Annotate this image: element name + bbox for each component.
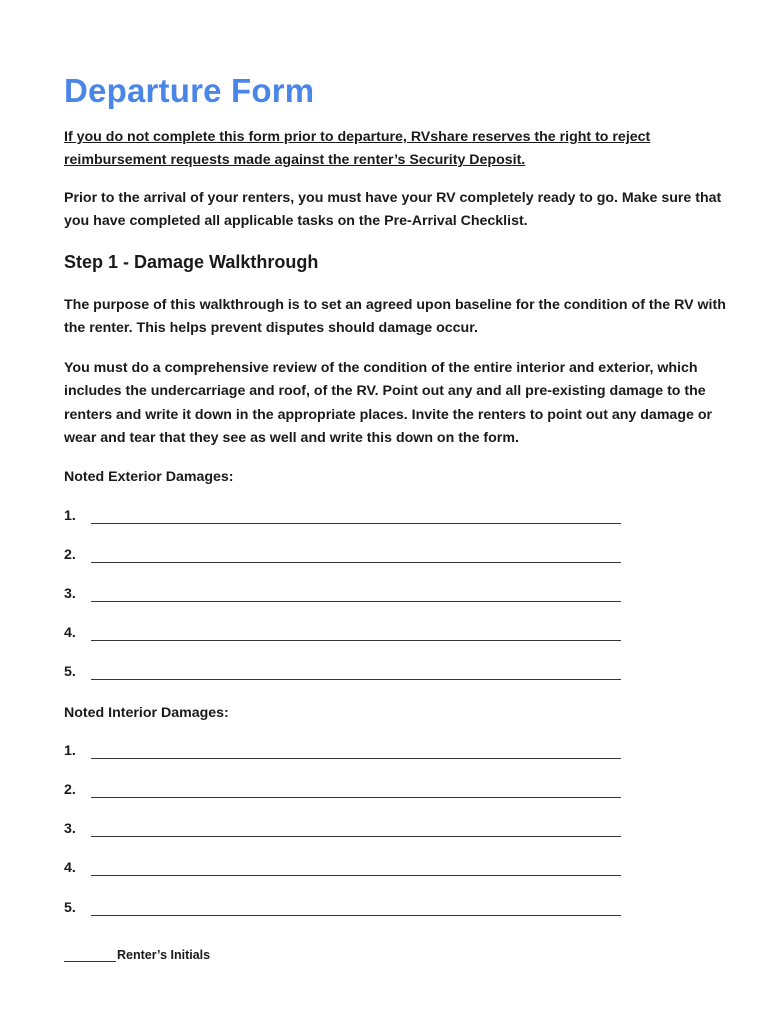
interior-damage-row bbox=[64, 782, 624, 802]
interior-damage-row bbox=[64, 900, 624, 920]
exterior-damage-row bbox=[64, 547, 624, 567]
warning-notice: If you do not complete this form prior to departure, RVshare reserves the right to reject reimbursement requests made against the renter’s Security Deposit. bbox=[64, 129, 651, 168]
row-number: 4. bbox=[64, 625, 76, 641]
row-number: 1. bbox=[64, 743, 76, 759]
renter-initials bbox=[64, 948, 210, 966]
exterior-damage-field-2[interactable] bbox=[91, 562, 621, 563]
interior-damage-field-3[interactable] bbox=[91, 836, 621, 837]
row-number: 4. bbox=[64, 860, 76, 876]
interior-damages-label: Noted Interior Damages: bbox=[64, 705, 229, 721]
exterior-damage-field-3[interactable] bbox=[91, 601, 621, 602]
interior-damage-row bbox=[64, 743, 624, 763]
row-number: 5. bbox=[64, 900, 76, 916]
renter-initials-field[interactable] bbox=[64, 949, 116, 962]
renter-initials-label: Renter’s Initials bbox=[117, 948, 211, 962]
page-title: Departure Form bbox=[64, 72, 315, 109]
step1-purpose: The purpose of this walkthrough is to set an agreed upon baseline for the condition of the RV with the renter. This helps prevent disputes should damage occur. bbox=[64, 297, 726, 337]
step1-instructions: You must do a comprehensive review of the condition of the entire interior and exterior, which includes the undercarriage and roof, of the RV. Point out any and all pre-existing damage to the renters and write it down in the appropriate places. Invite the renters to point out any damage or wear and tear that they see as well and write this down on the form. bbox=[64, 360, 713, 446]
interior-damage-row bbox=[64, 860, 624, 880]
row-number: 3. bbox=[64, 586, 76, 602]
exterior-damage-field-4[interactable] bbox=[91, 640, 621, 641]
exterior-damage-field-1[interactable] bbox=[91, 523, 621, 524]
exterior-damage-row bbox=[64, 664, 624, 684]
exterior-damage-field-5[interactable] bbox=[91, 679, 621, 680]
row-number: 2. bbox=[64, 547, 76, 563]
exterior-damages-label: Noted Exterior Damages: bbox=[64, 469, 234, 485]
interior-damage-field-1[interactable] bbox=[91, 758, 621, 759]
intro-paragraph: Prior to the arrival of your renters, you must have your RV completely ready to go. Make sure that you have completed all applicable tasks on the Pre-Arrival Checklist. bbox=[64, 190, 722, 230]
interior-damage-field-4[interactable] bbox=[91, 875, 621, 876]
exterior-damage-row bbox=[64, 586, 624, 606]
step1-heading: Step 1 - Damage Walkthrough bbox=[64, 252, 319, 272]
interior-damage-field-2[interactable] bbox=[91, 797, 621, 798]
exterior-damage-row bbox=[64, 508, 624, 528]
row-number: 3. bbox=[64, 821, 76, 837]
exterior-damage-row bbox=[64, 625, 624, 645]
interior-damage-row bbox=[64, 821, 624, 841]
row-number: 1. bbox=[64, 508, 76, 524]
interior-damage-field-5[interactable] bbox=[91, 915, 621, 916]
row-number: 5. bbox=[64, 664, 76, 680]
row-number: 2. bbox=[64, 782, 76, 798]
